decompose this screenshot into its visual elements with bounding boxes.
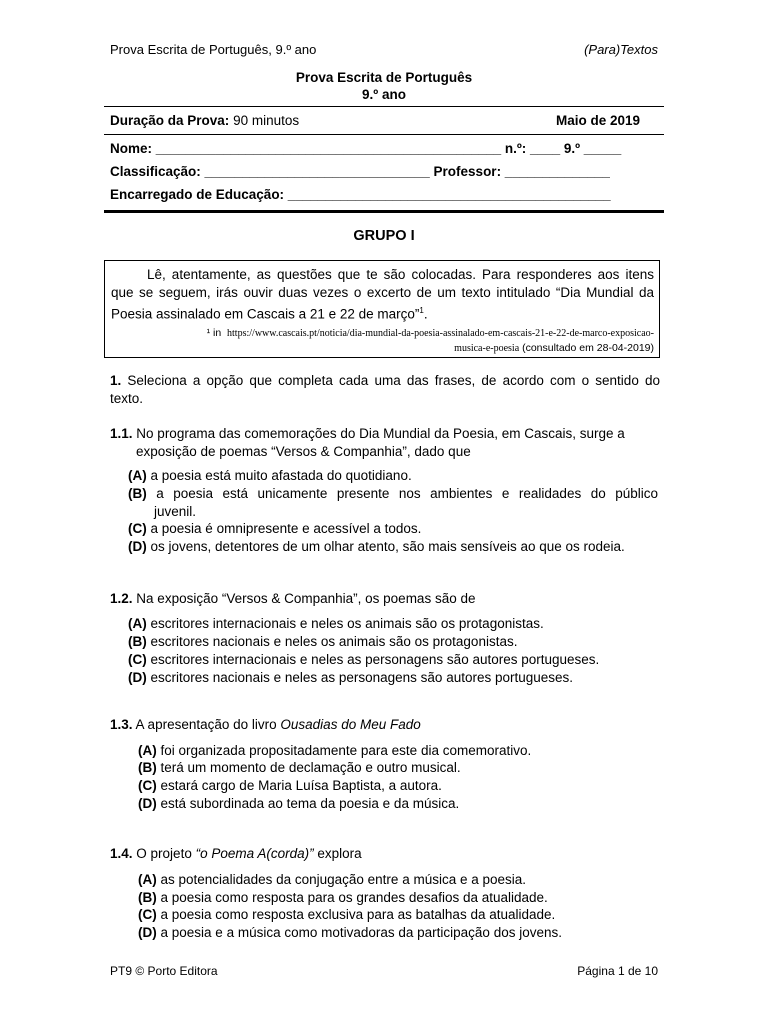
option-1-3-c[interactable]: (C) estará cargo de Maria Luísa Baptista, a autora. bbox=[138, 778, 442, 793]
exam-title: Prova Escrita de Português bbox=[295, 70, 473, 85]
exam-date: Maio de 2019 bbox=[555, 113, 640, 128]
instructions-box bbox=[104, 260, 660, 358]
page-number: Página 1 de 10 bbox=[577, 964, 658, 978]
classification-field[interactable]: Classificação: ______________________________ Professor: ______________ bbox=[110, 164, 610, 179]
option-1-2-d[interactable]: (D) escritores nacionais e neles as personagens são autores portugueses. bbox=[128, 670, 574, 685]
divider bbox=[104, 134, 664, 135]
option-1-3-d[interactable]: (D) está subordinada ao tema da poesia e da música. bbox=[138, 796, 460, 811]
duration-value: 90 minutos bbox=[233, 113, 300, 128]
option-1-2-a[interactable]: (A) escritores internacionais e neles os animais são os protagonistas. bbox=[128, 616, 544, 631]
project-title: “o Poema A(corda)” bbox=[195, 846, 314, 861]
question-1-3: 1.3. A apresentação do livro Ousadias do Meu Fado bbox=[110, 717, 421, 732]
option-1-4-b[interactable]: (B) a poesia como resposta para os grandes desafios da atualidade. bbox=[138, 890, 548, 905]
footer-publisher: PT9 © Porto Editora bbox=[110, 964, 218, 978]
option-1-1-c[interactable]: (C) a poesia é omnipresente e acessível a todos. bbox=[128, 521, 422, 536]
duration-label: Duração da Prova: bbox=[110, 113, 230, 128]
option-1-3-b[interactable]: (B) terá um momento de declamação e outro musical. bbox=[138, 760, 461, 775]
guardian-field[interactable]: Encarregado de Educação: ___________________________________________ bbox=[110, 187, 611, 202]
option-1-1-a[interactable]: (A) a poesia está muito afastada do quotidiano. bbox=[128, 468, 412, 483]
option-1-1-d[interactable]: (D) os jovens, detentores de um olhar atento, são mais sensíveis ao que os rodeia. bbox=[128, 539, 625, 554]
exam-grade: 9.º ano bbox=[362, 87, 406, 102]
option-1-2-b[interactable]: (B) escritores nacionais e neles os animais são os protagonistas. bbox=[128, 634, 518, 649]
question-1-4: 1.4. O projeto “o Poema A(corda)” explora bbox=[110, 846, 362, 861]
book-title: Ousadias do Meu Fado bbox=[280, 717, 421, 732]
running-header-right: (Para)Textos bbox=[584, 42, 658, 57]
option-1-2-c[interactable]: (C) escritores internacionais e neles as personagens são autores portugueses. bbox=[128, 652, 600, 667]
divider bbox=[104, 106, 664, 107]
divider-thick bbox=[104, 210, 664, 213]
question-1-2: 1.2. Na exposição “Versos & Companhia”, os poemas são de bbox=[110, 591, 476, 606]
option-1-4-c[interactable]: (C) a poesia como resposta exclusiva para as batalhas da atualidade. bbox=[138, 907, 556, 922]
source-link[interactable]: https://www.cascais.pt/noticia/dia-mundial-da-poesia-assinalado-em-cascais-21-e-22-de-marco-exposicao- bbox=[227, 327, 654, 339]
name-field[interactable]: Nome: ______________________________________________ n.º: ____ 9.º _____ bbox=[110, 141, 622, 156]
footnote: ¹ in https://www.cascais.pt/noticia/dia-mundial-da-poesia-assinalado-em-cascais-21-e-22-de-marco-exposicao- musica-e-poesia (consultado em 28-04-2019) bbox=[206, 326, 654, 354]
source-link-cont[interactable]: musica-e-poesia bbox=[454, 342, 520, 354]
group-title: GRUPO I bbox=[353, 228, 415, 244]
option-1-1-b[interactable]: (B) a poesia está unicamente presente nos ambientes e realidades do público bbox=[128, 486, 658, 501]
option-1-4-a[interactable]: (A) as potencialidades da conjugação entre a música e a poesia. bbox=[138, 872, 527, 887]
option-1-1-b-cont: juvenil. bbox=[154, 504, 197, 519]
option-1-3-a[interactable]: (A) foi organizada propositadamente para este dia comemorativo. bbox=[138, 743, 532, 758]
instructions-text: Lê, atentamente, as questões que te são colocadas. Para responderes aos itens que se seguem, irás ouvir duas vezes o excerto de um texto intitulado “Dia Mundial da Poesia assinalado em Cascais a 21 e 22 de março”$^1$. bbox=[111, 267, 654, 322]
question-1: 1. Seleciona a opção que completa cada uma das frases, de acordo com o sentido do texto. bbox=[110, 373, 660, 406]
running-header-left: Prova Escrita de Português, 9.º ano bbox=[110, 42, 317, 57]
option-1-4-d[interactable]: (D) a poesia e a música como motivadoras da participação dos jovens. bbox=[138, 925, 562, 940]
question-1-1: 1.1. No programa das comemorações do Dia Mundial da Poesia, em Cascais, surge a exposição de poemas “Versos & Companhia”, dado que bbox=[110, 426, 625, 459]
